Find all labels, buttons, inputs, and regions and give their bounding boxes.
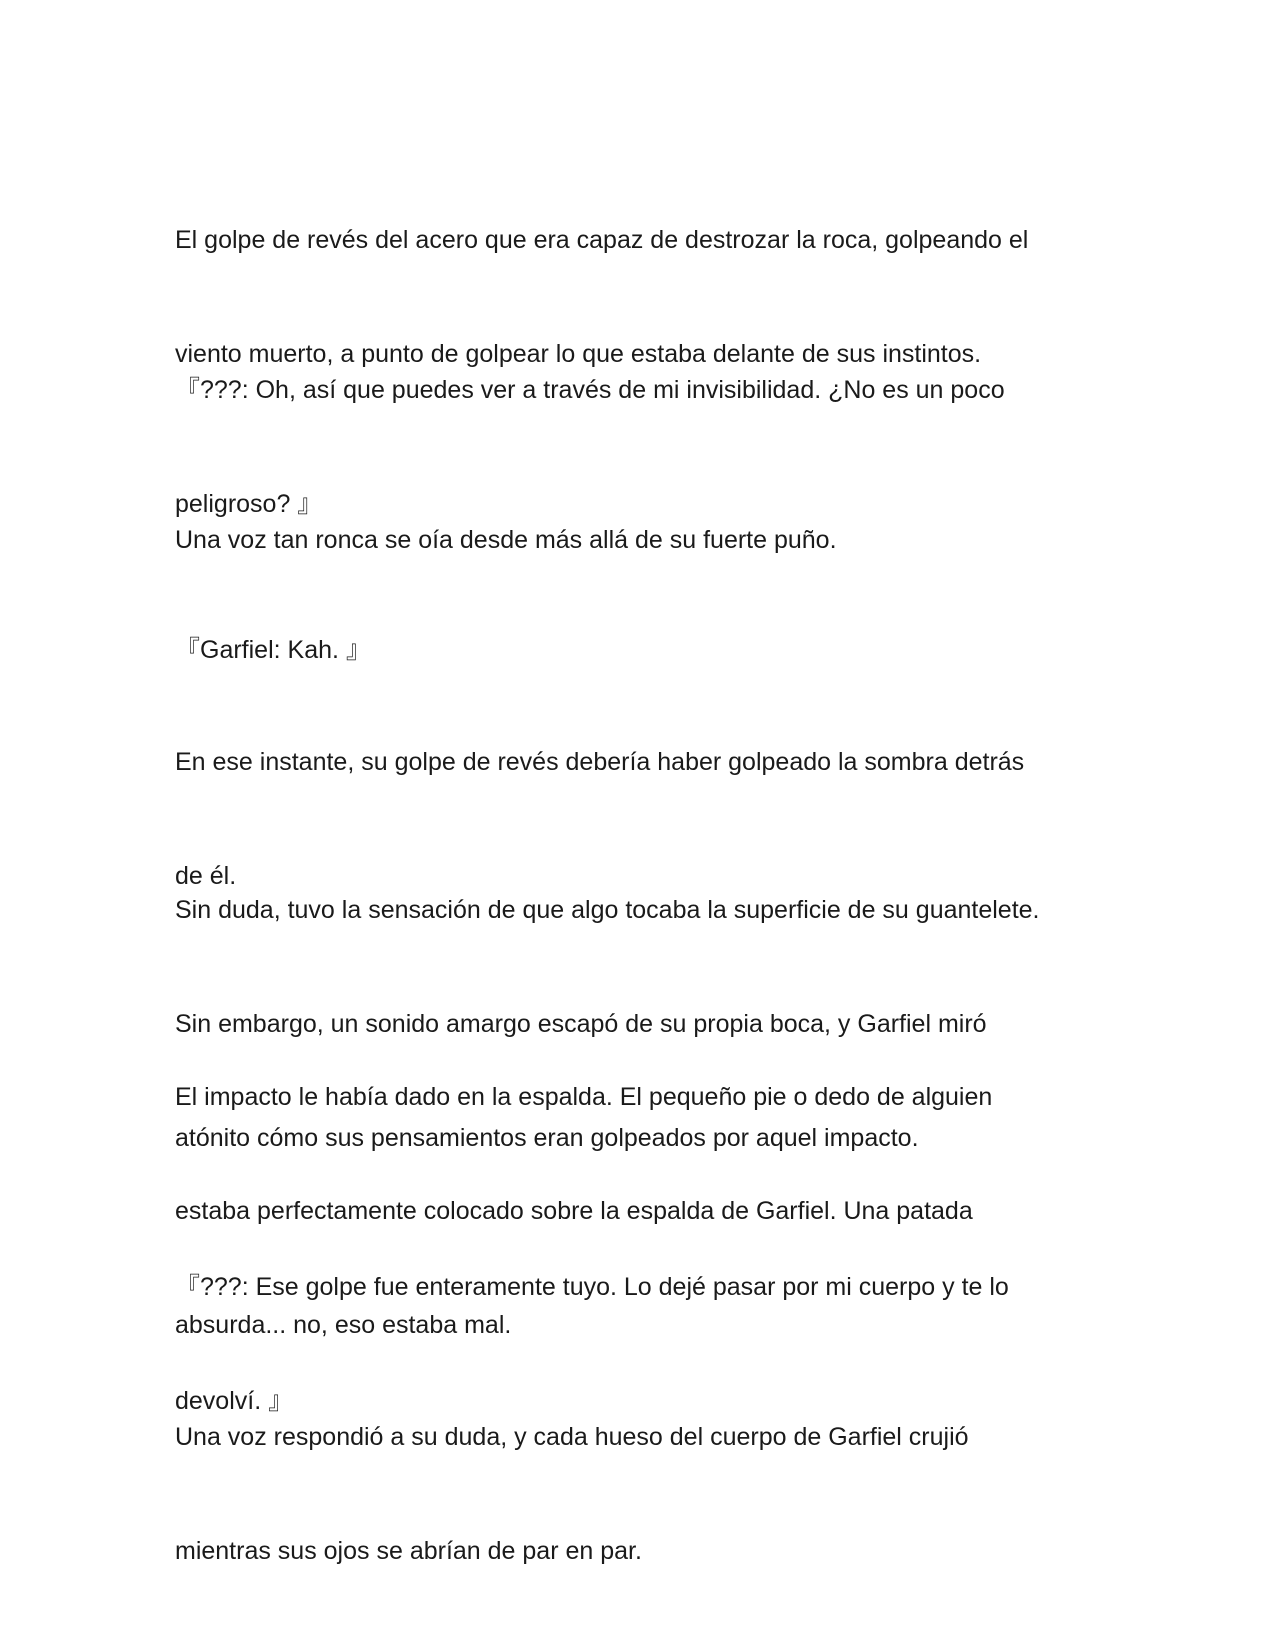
paragraph-6 <box>175 1342 1095 1646</box>
dialogue-line: devolví. 』 <box>175 1387 294 1415</box>
paragraph-line: El golpe de revés del acero que era capaz de destrozar la roca, golpeando el <box>175 226 1029 254</box>
paragraph-line: mientras sus ojos se abrían de par en par. <box>175 1537 642 1565</box>
dialogue-line: peligroso? 』 <box>175 490 323 518</box>
dialogue-line: 『???: Ese golpe fue enteramente tuyo. Lo dejé pasar por mi cuerpo y te lo <box>175 1273 1009 1301</box>
paragraph-line: absurda... no, eso estaba mal. <box>175 1311 512 1339</box>
paragraph-line: de él. <box>175 862 237 890</box>
paragraph-line: Sin embargo, un sonido amargo escapó de su propia boca, y Garfiel miró <box>175 1010 987 1038</box>
paragraph-line: En ese instante, su golpe de revés debería haber golpeado la sombra detrás <box>175 748 1025 776</box>
dialogue-line: 『???: Oh, así que puedes ver a través de mi invisibilidad. ¿No es un poco <box>175 376 1005 404</box>
paragraph-line: Una voz respondió a su duda, y cada hueso del cuerpo de Garfiel crujió <box>175 1423 969 1451</box>
paragraph-line: Una voz tan ronca se oía desde más allá de su fuerte puño. <box>175 526 837 554</box>
paragraph-line: estaba perfectamente colocado sobre la espalda de Garfiel. Una patada <box>175 1197 973 1225</box>
paragraph-line: El impacto le había dado en la espalda. El pequeño pie o dedo de alguien <box>175 1083 993 1111</box>
paragraph-line: Sin duda, tuvo la sensación de que algo tocaba la superficie de su guantelete. <box>175 896 1040 924</box>
paragraph-line: atónito cómo sus pensamientos eran golpeados por aquel impacto. <box>175 1124 919 1152</box>
paragraph-line: viento muerto, a punto de golpear lo que estaba delante de sus instintos. <box>175 340 982 368</box>
dialogue-line: 『Garfiel: Kah. 』 <box>175 636 371 664</box>
